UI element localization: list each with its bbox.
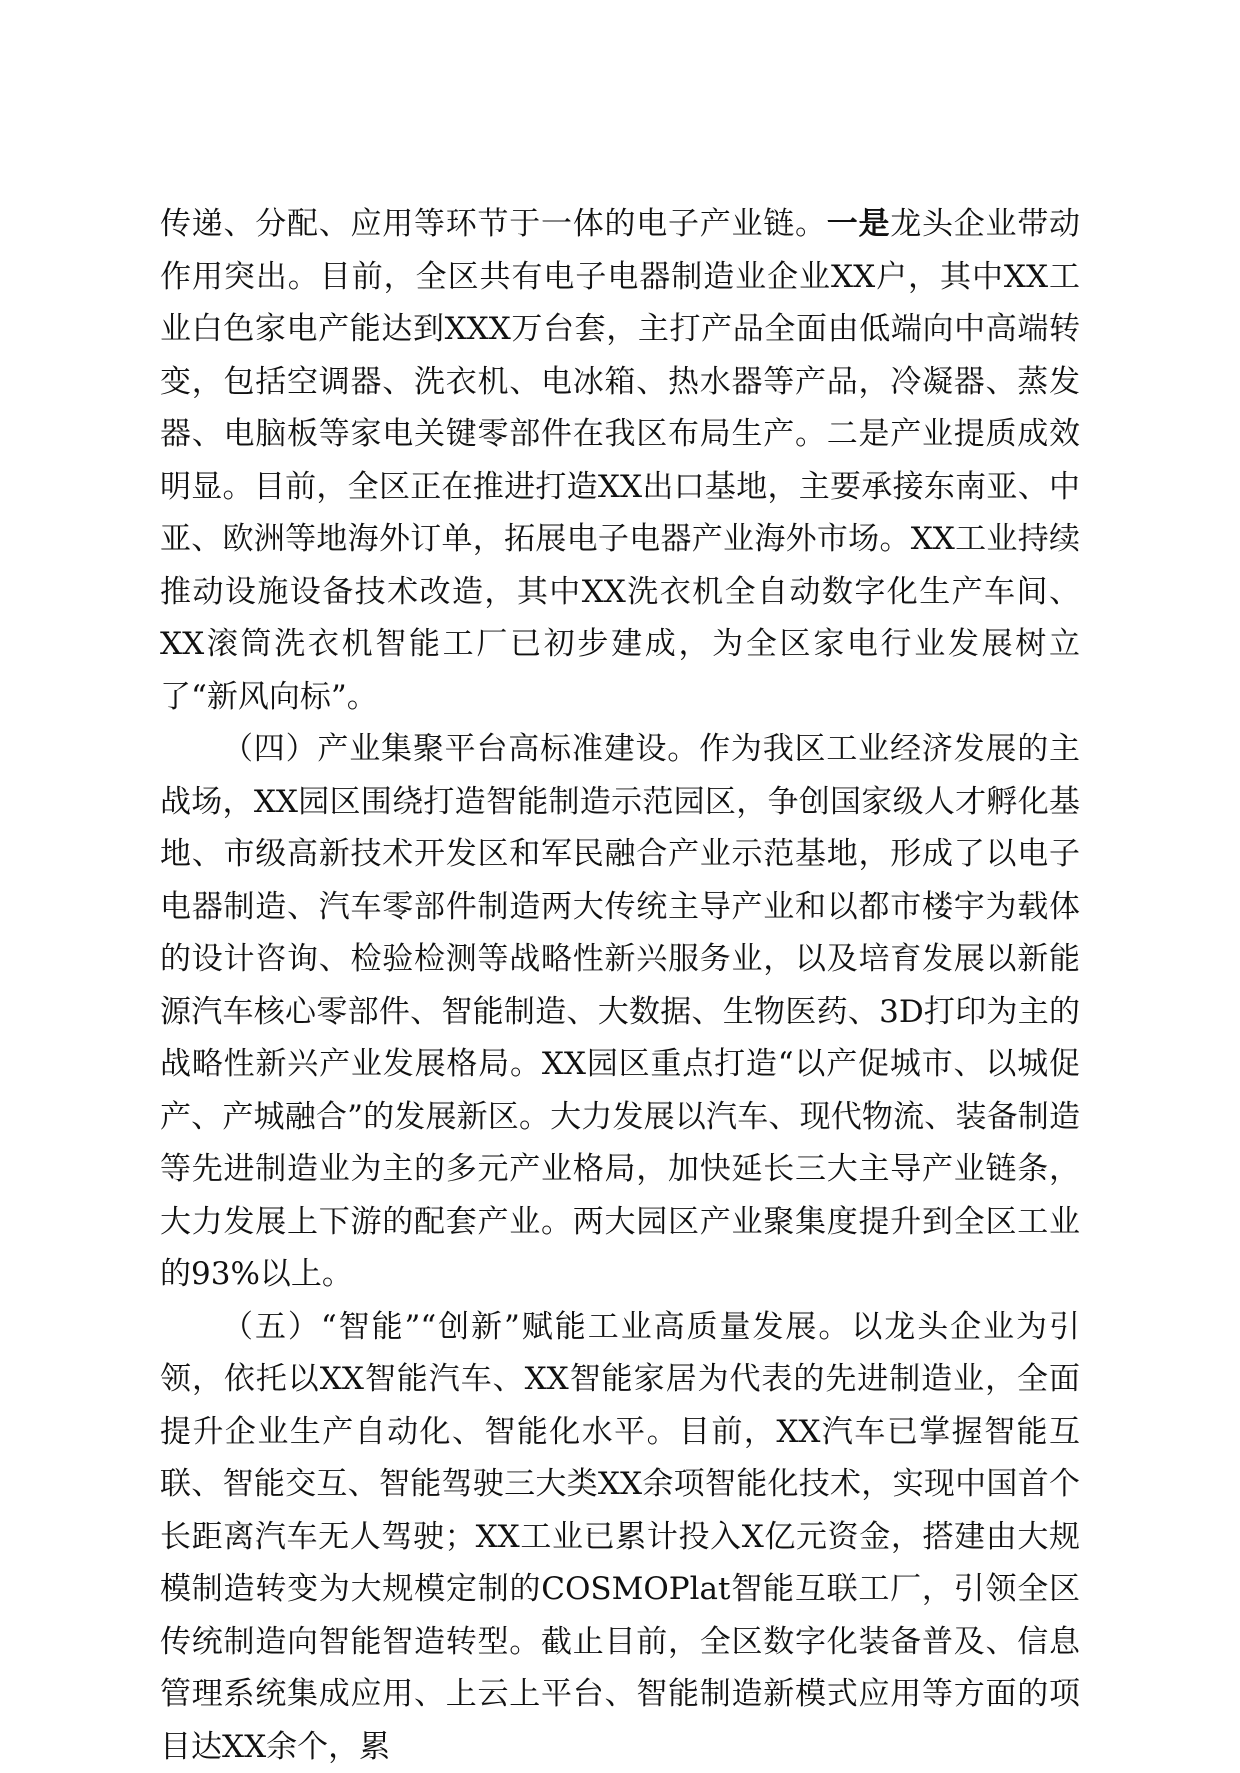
text-segment: 龙头企业带动作用突出。目前，全区共有电子电器制造业企业XX户，其中XX工业白色家电产能达到XXX万台套，主打产品全面由低端向中高端转变，包括空调器、洗衣机、电冰箱、热水器等产品，冷凝器、蒸发器、电脑板等家电关键零部件在我区布局生产。二是产业提质成效明显。目前，全区正在推进打造XX出口基地，主要承接东南亚、中亚、欧洲等地海外订单，拓展电子电器产业海外市场。XX工业持续推动设施设备技术改造，其中XX洗衣机全自动数字化生产车间、XX滚筒洗衣机智能工厂已初步建成，为全区家电行业发展树立了“新风向标”。	[160, 206, 1080, 715]
document-page	[160, 198, 1080, 1773]
paragraph-electronics-chain	[160, 198, 1080, 723]
text-segment-bold: 一是	[827, 206, 891, 242]
paragraph-smart-innovation	[160, 1301, 1080, 1773]
text-segment: （五）“智能”“创新”赋能工业高质量发展。以龙头企业为引领，依托以XX智能汽车、XX智能家居为代表的先进制造业，全面提升企业生产自动化、智能化水平。目前，XX汽车已掌握智能互联、智能交互、智能驾驶三大类XX余项智能化技术，实现中国首个长距离汽车无人驾驶；XX工业已累计投入X亿元资金，搭建由大规模制造转变为大规模定制的COSMOPlat智能互联工厂，引领全区传统制造向智能智造转型。截止目前，全区数字化装备普及、信息管理系统集成应用、上云上平台、智能制造新模式应用等方面的项目达XX余个，累	[160, 1309, 1080, 1765]
text-segment: 传递、分配、应用等环节于一体的电子产业链。	[160, 206, 827, 242]
paragraph-industrial-platform	[160, 723, 1080, 1301]
text-segment: （四）产业集聚平台高标准建设。作为我区工业经济发展的主战场，XX园区围绕打造智能制造示范园区，争创国家级人才孵化基地、市级高新技术开发区和军民融合产业示范基地，形成了以电子电器制造、汽车零部件制造两大传统主导产业和以都市楼宇为载体的设计咨询、检验检测等战略性新兴服务业，以及培育发展以新能源汽车核心零部件、智能制造、大数据、生物医药、3D打印为主的战略性新兴产业发展格局。XX园区重点打造“以产促城市、以城促产、产城融合”的发展新区。大力发展以汽车、现代物流、装备制造等先进制造业为主的多元产业格局，加快延长三大主导产业链条，大力发展上下游的配套产业。两大园区产业聚集度提升到全区工业的93%以上。	[160, 731, 1080, 1292]
